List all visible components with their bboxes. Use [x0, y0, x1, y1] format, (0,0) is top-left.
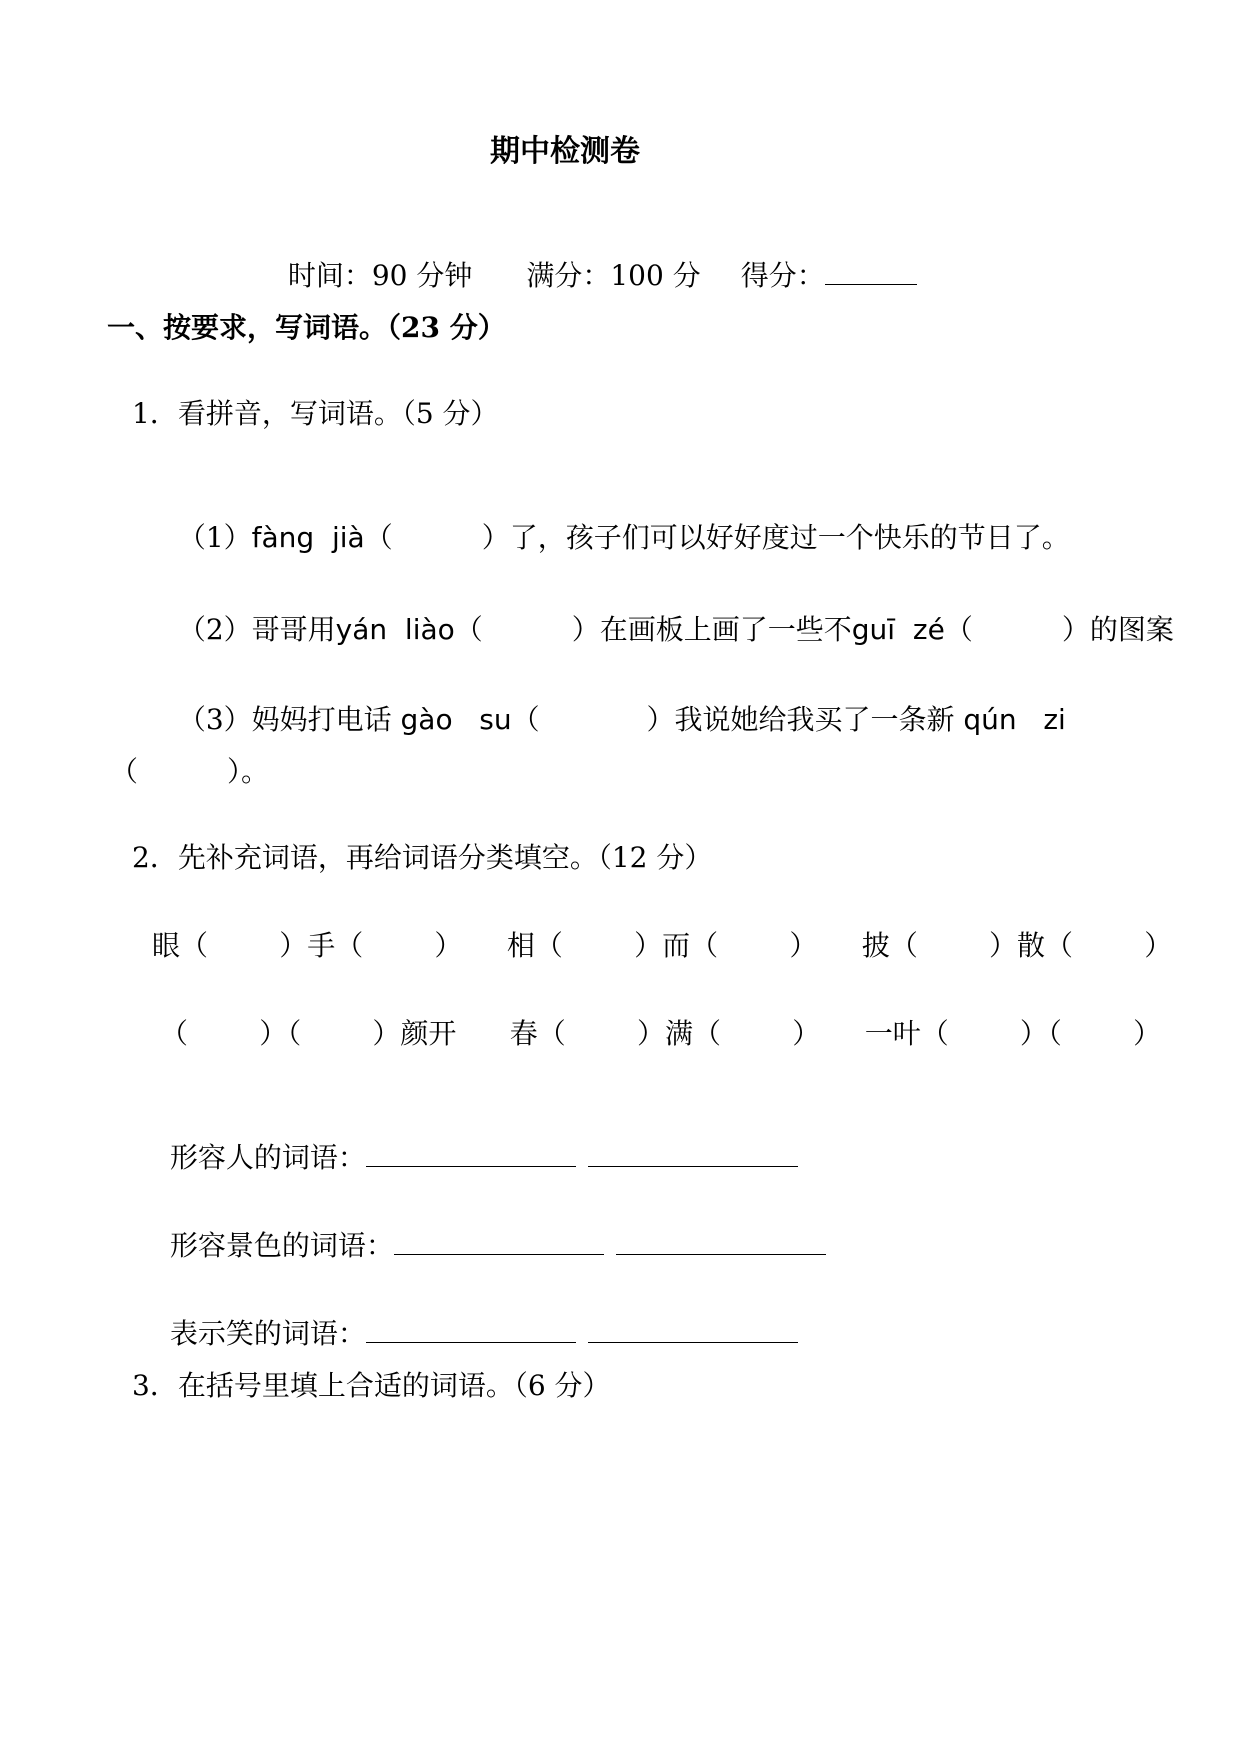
item-prefix: （3）妈妈打电话 — [177, 703, 401, 736]
pinyin-qunzi: qún zi — [963, 703, 1066, 736]
pinyin-fangjia: fàng jià — [251, 521, 365, 554]
time-limit: 时间：90 分钟 — [287, 259, 473, 292]
question-1-item-3 — [160, 666, 1066, 738]
item-text: （ ）我说她给我买了一条新 — [511, 703, 964, 736]
question-1-heading: 1．看拼音，写词语。（5 分） — [132, 397, 499, 430]
item-prefix: （1） — [177, 521, 252, 554]
question-2-heading: 2．先补充词语，再给词语分类填空。（12 分） — [132, 841, 713, 874]
item-text: （ ）了，孩子们可以好好度过一个快乐的节日了。 — [364, 521, 1070, 554]
question-1-item-3-continued: （ ）。 — [110, 755, 270, 788]
section-1-heading: 一、按要求，写词语。（23 分） — [107, 311, 506, 344]
pinyin-gaosu: gào su — [400, 703, 512, 736]
answer-blank[interactable] — [366, 1316, 576, 1343]
item-prefix: （2）哥哥用 — [177, 613, 336, 646]
question-1-item-2 — [160, 576, 1174, 648]
category-scenery — [152, 1192, 826, 1264]
idiom-row-2: （ ）（ ）颜开 春（ ）满（ ） 一叶（ ）（ ） — [160, 1017, 1162, 1050]
page-title: 期中检测卷 — [490, 134, 640, 169]
category-label: 形容景色的词语： — [169, 1229, 394, 1262]
exam-info — [270, 222, 917, 294]
pinyin-yanliao: yán liào — [335, 613, 455, 646]
question-1-item-1 — [160, 484, 1070, 556]
category-laugh — [152, 1280, 798, 1352]
idiom-row-1: 眼（ ）手（ ） 相（ ）而（ ） 披（ ）散（ ） — [152, 929, 1173, 962]
full-score: 满分：100 分 — [526, 259, 701, 292]
category-label: 表示笑的词语： — [169, 1317, 366, 1350]
score-label: 得分： — [740, 259, 825, 292]
score-blank[interactable] — [825, 258, 917, 285]
pinyin-guize: guī zé — [851, 613, 945, 646]
category-people — [152, 1104, 798, 1176]
question-3-heading: 3．在括号里填上合适的词语。（6 分） — [132, 1369, 611, 1402]
answer-blank[interactable] — [394, 1228, 604, 1255]
answer-blank[interactable] — [588, 1316, 798, 1343]
item-text: （ ）在画板上画了一些不 — [454, 613, 852, 646]
category-label: 形容人的词语： — [169, 1141, 366, 1174]
answer-blank[interactable] — [366, 1140, 576, 1167]
answer-blank[interactable] — [588, 1140, 798, 1167]
item-text-2: （ ）的图案 — [944, 613, 1174, 646]
answer-blank[interactable] — [616, 1228, 826, 1255]
